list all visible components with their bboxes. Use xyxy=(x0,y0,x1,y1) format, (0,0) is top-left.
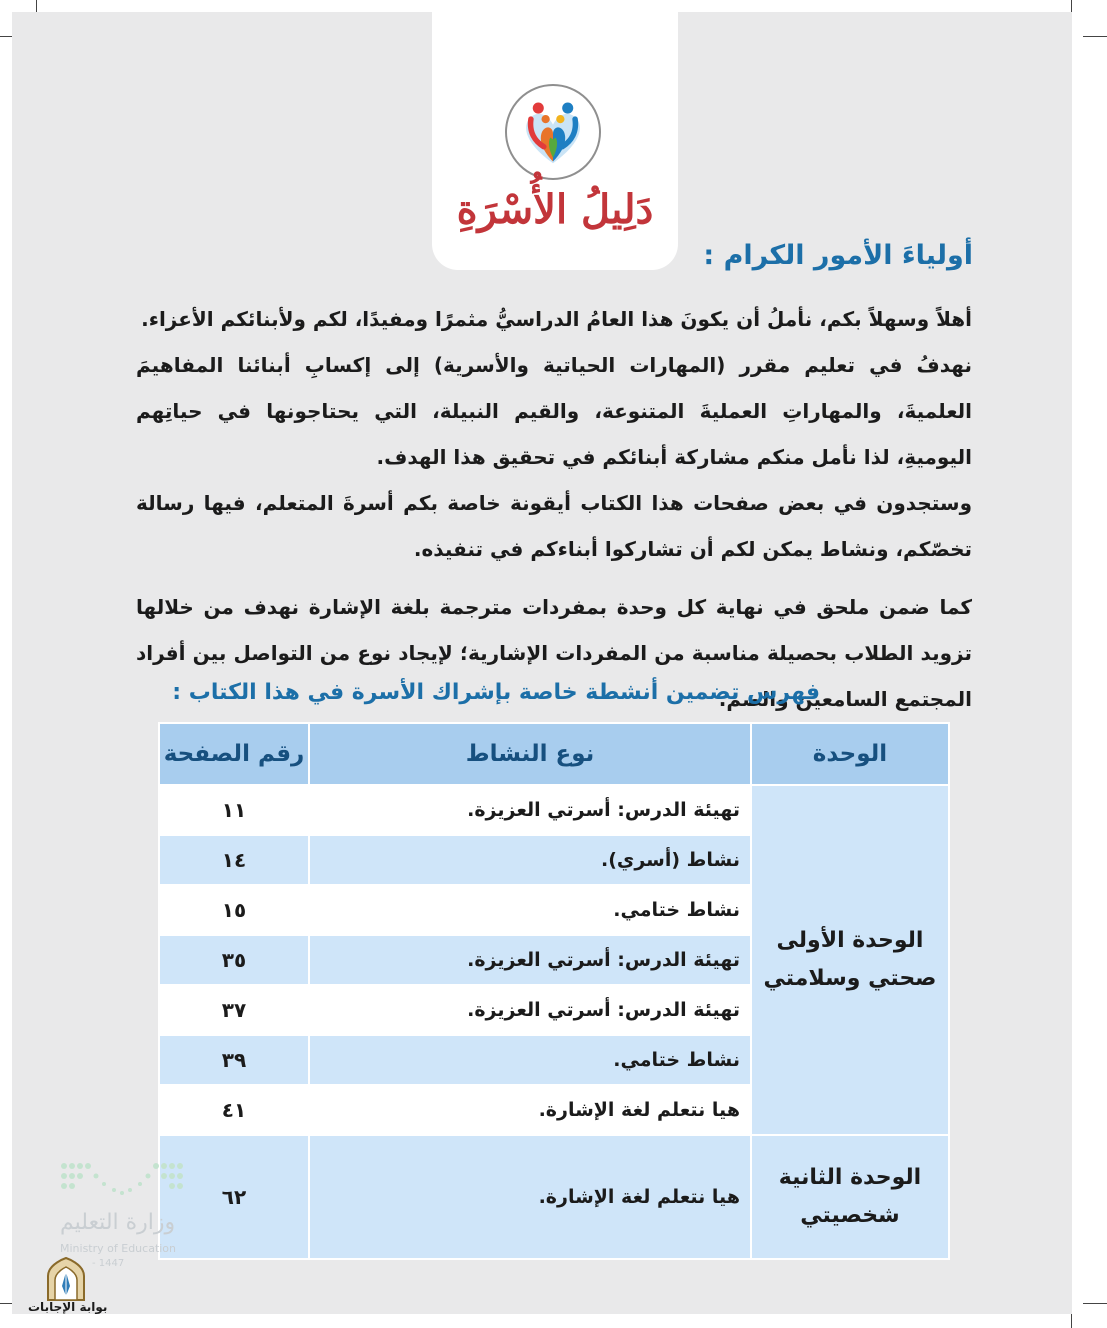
activity-cell: تهيئة الدرس: أسرتي العزيزة. xyxy=(309,785,751,835)
ministry-year: - 1447 xyxy=(92,1258,125,1269)
paragraph: وستجدون في بعض صفحات هذا الكتاب أيقونة خاصة بكم أسرةَ المتعلم، فيها رسالة تخصّكم، ونشاط يمكن لكم أن تشاركوا أبناءكم في تنفيذه. xyxy=(136,491,972,561)
page-cell: ١٥ xyxy=(159,885,309,935)
family-heart-icon xyxy=(505,84,601,180)
paragraph: نهدفُ في تعليم مقرر (المهارات الحياتية والأسرية) إلى إكسابِ أبنائنا المفاهيمَ العلميةَ، والمهاراتِ العمليةَ المتنوعة، والقيم النبيلة، التي يحتاجونها في حياتِهم اليوميةِ، لذا نأمل منكم مشاركة أبنائكم في تحقيق هذا الهدف. xyxy=(136,353,972,469)
activity-cell: نشاط ختامي. xyxy=(309,1035,751,1085)
activity-cell: هيا نتعلم لغة الإشارة. xyxy=(309,1085,751,1135)
table-caption: فهرس تضمين أنشطة خاصة بإشراك الأسرة في هذا الكتاب : xyxy=(172,680,820,705)
ministry-name-ar: وزارة التعليم xyxy=(60,1210,176,1235)
unit-cell xyxy=(751,1135,949,1259)
page-cell: ٣٧ xyxy=(159,985,309,1035)
page-cell: ١٤ xyxy=(159,835,309,885)
header-unit: الوحدة xyxy=(751,723,949,785)
activity-cell: تهيئة الدرس: أسرتي العزيزة. xyxy=(309,935,751,985)
intro-text xyxy=(136,296,972,722)
unit-cell xyxy=(751,785,949,1135)
table-row xyxy=(159,785,949,835)
paragraph: أهلاً وسهلاً بكم، نأملُ أن يكونَ هذا العامُ الدراسيُّ مثمرًا ومفيدًا، لكم ولأبنائكم الأعزاء. xyxy=(141,307,972,331)
site-name: بوابة الإجابات xyxy=(28,1300,108,1314)
unit-name: صحتي وسلامتي xyxy=(763,966,937,991)
crop-mark xyxy=(1083,36,1107,37)
paragraph: كما ضمن ملحق في نهاية كل وحدة بمفردات مترجمة بلغة الإشارة نهدف من خلالها تزويد الطلاب بحصيلة مناسبة من المفردات الإشارية؛ لإيجاد نوع من التواصل بين أفراد المجتمع السامعين والصم. xyxy=(136,595,972,711)
header-activity: نوع النشاط xyxy=(309,723,751,785)
ministry-dots-logo xyxy=(60,1160,188,1198)
crop-mark xyxy=(1083,1303,1107,1304)
unit-number: الوحدة الثانية xyxy=(778,1165,922,1190)
table-row xyxy=(159,1135,949,1259)
page-title: دَلِيلُ الأُسْرَةِ xyxy=(456,186,654,233)
mosque-pen-icon xyxy=(44,1256,88,1302)
activity-cell: تهيئة الدرس: أسرتي العزيزة. xyxy=(309,985,751,1035)
ministry-name-en: Ministry of Education xyxy=(60,1242,177,1255)
page-cell: ٣٩ xyxy=(159,1035,309,1085)
activity-cell: هيا نتعلم لغة الإشارة. xyxy=(309,1135,751,1259)
unit-number: الوحدة الأولى xyxy=(776,928,924,953)
header-page: رقم الصفحة xyxy=(159,723,309,785)
activities-index-table xyxy=(158,722,950,1260)
activity-cell: نشاط ختامي. xyxy=(309,885,751,935)
page-cell: ٦٢ xyxy=(159,1135,309,1259)
page-cell: ٣٥ xyxy=(159,935,309,985)
activity-cell: نشاط (أسري). xyxy=(309,835,751,885)
page-cell: ٤١ xyxy=(159,1085,309,1135)
unit-name: شخصيتي xyxy=(800,1203,900,1228)
page-cell: ١١ xyxy=(159,785,309,835)
table-header-row xyxy=(159,723,949,785)
greeting-heading: أولياءَ الأمور الكرام : xyxy=(703,240,973,271)
